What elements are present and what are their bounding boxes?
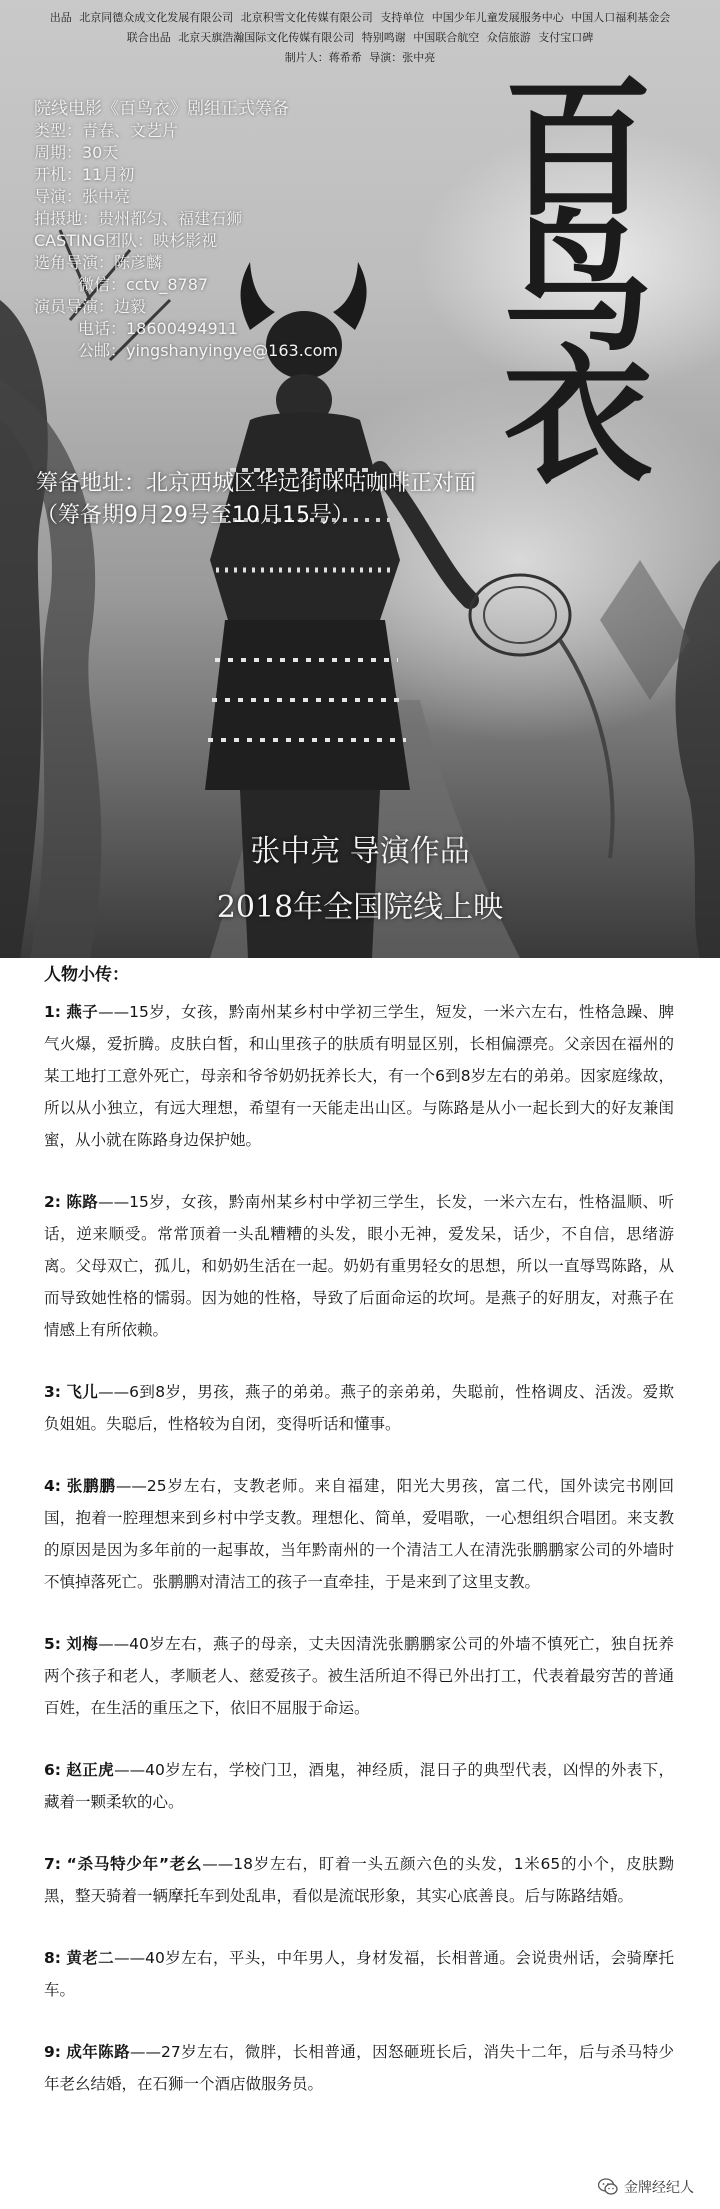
watermark (598, 2177, 694, 2197)
info-selection-director: 选角导演：陈彦麟 (34, 253, 163, 272)
info-actor-director: 演员导演：边毅 (34, 297, 147, 316)
title-char: 百 (502, 61, 653, 237)
bio-name: 燕子 (66, 1003, 99, 1021)
credits-line: 联合出品 北京天旗浩瀚国际文化传媒有限公司 特别鸣谢 中国联合航空 众信旅游 支付宝口碑 (126, 31, 594, 44)
info-start: 开机：11月初 (34, 165, 135, 184)
bio-name: 黄老二 (66, 1949, 115, 1967)
credits-line: 出品 北京同德众成文化发展有限公司 北京积雪文化传媒有限公司 支持单位 中国少年儿童发展服务中心 中国人口福利基金会 (49, 11, 671, 24)
promo-director-work: 张中亮 导演作品 (250, 834, 470, 869)
bio-item (44, 1186, 674, 1346)
info-location: 拍摄地：贵州都匀、福建石狮 (34, 209, 243, 228)
bio-name: 飞儿 (66, 1383, 99, 1401)
credits-block (0, 8, 720, 68)
bio-item (44, 1942, 674, 2006)
bio-name: “杀马特少年”老幺 (66, 1855, 203, 1873)
info-wechat: 微信：cctv_8787 (78, 275, 209, 294)
title-char: 鸟 (502, 195, 653, 371)
bio-item (44, 1848, 674, 1912)
bio-item (44, 1376, 674, 1440)
bio-number: 9: (44, 2043, 61, 2061)
bio-name: 刘梅 (66, 1635, 99, 1653)
info-director: 导演：张中亮 (34, 187, 131, 206)
bio-text: ——40岁左右，燕子的母亲，丈夫因清洗张鹏鹏家公司的外墙不慎死亡，独自抚养两个孩子和老人，孝顺老人、慈爱孩子。被生活所迫不得已外出打工，代表着最穷苦的普通百姓，在生活的重压之下，依旧不屈服于命运。 (44, 1635, 674, 1717)
bio-name: 陈路 (66, 1193, 99, 1211)
character-bios (44, 960, 674, 2130)
casting-headline: 院线电影《百鸟衣》剧组正式筹备 (34, 99, 289, 119)
bio-text: ——25岁左右，支教老师。来自福建，阳光大男孩，富二代，国外读完书刚回国，抱着一腔理想来到乡村中学支教。理想化、简单，爱唱歌，一心想组织合唱团。来支教的原因是因为多年前的一起事故，当年黔南州的一个清洁工人在清洗张鹏鹏家公司的外墙时不慎掉落死亡。张鹏鹏对清洁工的孩子一直牵挂，于是来到了这里支教。 (44, 1477, 674, 1591)
promo-release: 2018年全国院线上映 (216, 890, 504, 925)
info-period: 周期：30天 (34, 143, 119, 162)
bio-number: 3: (44, 1383, 61, 1401)
address-block (36, 468, 476, 532)
movie-title (448, 61, 708, 505)
bio-number: 7: (44, 1855, 61, 1873)
casting-info (34, 98, 338, 362)
info-casting: CASTING团队：映杉影视 (34, 231, 218, 250)
bio-item (44, 2036, 674, 2100)
bio-item (44, 1470, 674, 1598)
credits-line: 制片人：蒋希希 导演：张中亮 (284, 51, 436, 64)
bio-name: 成年陈路 (66, 2043, 130, 2061)
bio-text: ——6到8岁，男孩，燕子的弟弟。燕子的亲弟弟，失聪前，性格调皮、活泼。爱欺负姐姐。失聪后，性格较为自闭，变得听话和懂事。 (44, 1383, 674, 1433)
bio-number: 5: (44, 1635, 61, 1653)
bio-number: 2: (44, 1193, 61, 1211)
bio-number: 1: (44, 1003, 61, 1021)
address-period: （筹备期9月29号至10月15号） (36, 503, 354, 528)
bio-text: ——40岁左右，学校门卫，酒鬼，神经质，混日子的典型代表，凶悍的外表下，藏着一颗柔软的心。 (44, 1761, 674, 1811)
info-type: 类型：青春、文艺片 (34, 121, 179, 140)
bio-name: 赵正虎 (66, 1761, 115, 1779)
bio-text: ——18岁左右，盯着一头五颜六色的头发，1米65的小个，皮肤黝黑，整天骑着一辆摩托车到处乱串，看似是流氓形象，其实心底善良。后与陈路结婚。 (44, 1855, 675, 1905)
bios-heading: 人物小传： (44, 965, 129, 985)
bio-text: ——40岁左右，平头，中年男人，身材发福，长相普通。会说贵州话，会骑摩托车。 (44, 1949, 674, 1999)
bio-item (44, 996, 674, 1156)
title-char: 衣 (502, 329, 653, 505)
bio-text: ——27岁左右，微胖，长相普通，因怒砸班长后，消失十二年，后与杀马特少年老幺结婚，在石狮一个酒店做服务员。 (44, 2043, 674, 2093)
bio-number: 8: (44, 1949, 61, 1967)
wechat-icon (598, 2178, 618, 2196)
bio-item (44, 1754, 674, 1818)
bio-text: ——15岁，女孩，黔南州某乡村中学初三学生，长发，一米六左右，性格温顺、听话，逆来顺受。常常顶着一头乱糟糟的头发，眼小无神，爱发呆，话少，不自信，思绪游离。父母双亡，孤儿，和奶奶生活在一起。奶奶有重男轻女的思想，所以一直辱骂陈路，从而导致她性格的懦弱。因为她的性格，导致了后面命运的坎坷。是燕子的好朋友，对燕子在情感上有所依赖。 (44, 1193, 674, 1339)
bio-text: ——15岁，女孩，黔南州某乡村中学初三学生，短发，一米六左右，性格急躁、脾气火爆，爱折腾。皮肤白皙，和山里孩子的肤质有明显区别，长相偏漂亮。父亲因在福州的某工地打工意外死亡，母亲和爷爷奶奶抚养长大，有一个6到8岁左右的弟弟。因家庭缘故，所以从小独立，有远大理想，希望有一天能走出山区。与陈路是从小一起长到大的好友兼闺蜜，从小就在陈路身边保护她。 (44, 1003, 674, 1149)
address-line: 筹备地址：北京西城区华远街咪咕咖啡正对面 (36, 471, 477, 496)
bio-item (44, 1628, 674, 1724)
bio-name: 张鹏鹏 (66, 1477, 116, 1495)
watermark-text: 金牌经纪人 (624, 2180, 694, 2196)
poster (0, 0, 720, 958)
bio-number: 6: (44, 1761, 61, 1779)
bio-number: 4: (44, 1477, 61, 1495)
info-phone: 电话：18600494911 (78, 319, 238, 338)
info-email: 公邮：yingshanyingye@163.com (78, 341, 338, 360)
